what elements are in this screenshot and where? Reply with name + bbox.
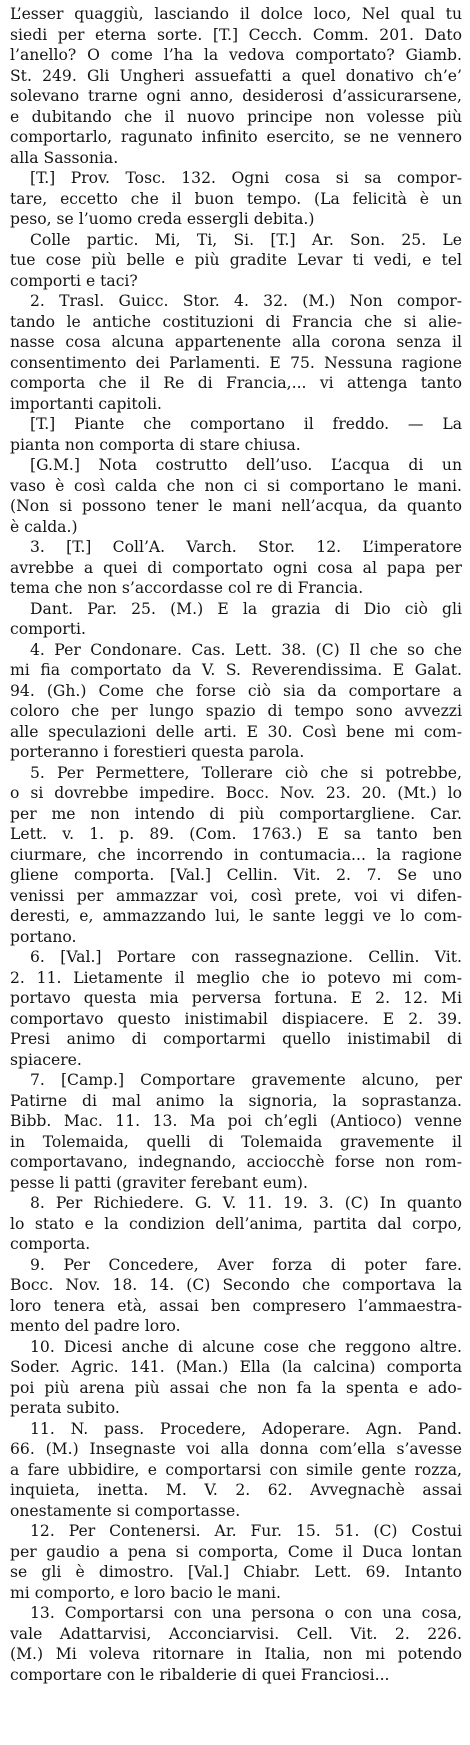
text-line: comportavo questo inistimabil dispiacere. E 2. 39. [10,1009,462,1028]
text-line: 3. [T.] Coll’A. Varch. Stor. 12. L’imperatore [30,538,462,556]
text-line: portavo questa mia perversa fortuna. E 2. 12. Mi [10,989,462,1007]
text-line: Colle partic. Mi, Ti, Si. [T.] Ar. Son. 25. Le [30,230,462,249]
text-line: deresti, e, ammazzando lui, le sante leggi ve lo com- [10,907,462,925]
text-line: siedi per eterna sorte. [T.] Cecch. Comm. 201. Dato [10,25,462,44]
text-line: peso, se l’uomo creda essergli debita.) [10,210,315,228]
text-line: portano. [10,927,77,946]
text-line: [G.M.] Nota costrutto dell’uso. L’acqua di un [30,456,462,474]
text-line: lo stato e la condizion dell’anima, partita dal corpo, [10,1214,462,1233]
text-line: in Tolemaida, quelli di Tolemaida gravemente il [10,1132,462,1151]
text-line: vaso è così calda che non ci si comportano le mani. [10,476,462,495]
text-line: 6. [Val.] Portare con rassegnazione. Cellin. Vit. [30,948,462,966]
text-line: comportare con le ribalderie di quei Franciosi... [10,1665,390,1684]
text-line: alla Sassonia. [10,148,119,167]
text-line: solevano trarne ogni anno, desiderosi d’assicurarsene, [10,87,462,105]
text-line: 66. (M.) Insegnaste voi alla donna com’ella s’avesse [10,1440,462,1458]
text-line: mi comporto, e loro bacio le mani. [10,1583,281,1602]
text-line: Lett. v. 1. p. 89. (Com. 1763.) E sa tanto ben [10,825,462,843]
text-line: tue cose più belle e più gradite Levar ti vedi, e tel [10,251,462,269]
text-line: importanti capitoli. [10,394,163,413]
text-line: pianta non comporta di stare chiusa. [10,435,301,454]
text-line: comportavano, indegnando, acciocchè forse non rom- [10,1153,462,1171]
text-line: è calda.) [10,517,78,536]
text-line: comporti. [10,620,86,638]
text-line: poi più arena più assai che non fa la spenta e ado- [10,1378,462,1397]
text-line: (M.) Mi voleva ritornare in Italia, non mi potendo [10,1645,462,1663]
text-line: 13. Comportarsi con una persona o con una cosa, [30,1604,462,1622]
text-line: (Non si possono tener le mani nell’acqua, da quanto [10,497,462,515]
text-line: 94. (Gh.) Come che forse ciò sia da comportare a [10,681,462,700]
text-line: 9. Per Concedere, Aver forza di poter fare. [30,1255,462,1274]
text-line: consentimento dei Parlamenti. E 75. Nessuna ragione [10,353,462,372]
text-line: comporti e taci? [10,271,138,290]
text-line: o si dovrebbe impedire. Bocc. Nov. 23. 20. (Mt.) lo [10,784,462,802]
text-line: se gli è dimostro. [Val.] Chiabr. Lett. 69. Intanto [10,1563,462,1581]
text-line: tema che non s’accordasse col re di Francia. [10,579,364,597]
text-line: inquieta, inetta. M. V. 2. 62. Avvegnachè assai [10,1481,462,1499]
text-line: 2. Trasl. Guicc. Stor. 4. 32. (M.) Non compor- [30,292,462,310]
text-line: avrebbe a quei di comportato ogni cosa al papa per [10,558,462,577]
text-line: spiacere. [10,1050,82,1069]
text-line: 7. [Camp.] Comportare gravemente alcuno, per [30,1071,462,1089]
text-line: Patirne di mal animo la signoria, la soprastanza. [10,1091,462,1110]
text-line: comporta. [10,1235,91,1253]
text-line: a fare ubbidire, e comportarsi con simile gente rozza, [10,1460,462,1479]
text-line: gliene comporta. [Val.] Cellin. Vit. 2. 7. Se uno [10,866,462,884]
text-line: venissi per ammazzar voi, così prete, voi vi difen- [10,886,462,905]
text-line: per gaudio a pena si comporta, Come il Duca lontan [10,1542,462,1561]
text-line: pesse li patti (graviter ferebant eum). [10,1173,308,1192]
text-line: comporta che il Re di Francia,... vi attenga tanto [10,374,462,392]
text-line: ciurmare, che incorrendo in contumacia... la ragione [10,845,462,864]
text-line: Dant. Par. 25. (M.) E la grazia di Dio ciò gli [30,599,462,618]
text-line: Presi animo di comportarmi quello inistimabil di [10,1030,462,1048]
text-line: e dubitando che il nuovo principe non volesse più [10,107,462,126]
text-line: comportarlo, ragunato infinito esercito, se ne vennero [10,128,462,146]
text-line: tando le antiche costituzioni di Francia che si alie- [10,312,462,331]
text-line: 10. Dicesi anche di alcune cose che reggono altre. [30,1337,462,1356]
text-line: mento del padre loro. [10,1317,181,1335]
text-line: alle speculazioni delle arti. E 30. Così bene mi com- [10,722,462,741]
text-line: onestamente si comportasse. [10,1501,241,1520]
text-line: 4. Per Condonare. Cas. Lett. 38. (C) Il che so che [30,640,462,659]
text-line: vale Adattarvisi, Acconciarvisi. Cell. Vit. 2. 226. [10,1624,462,1643]
text-line: 8. Per Richiedere. G. V. 11. 19. 3. (C) In quanto [30,1194,462,1212]
text-line: nasse cosa alcuna appartenente alla corona senza il [10,333,462,351]
text-line: 11. N. pass. Procedere, Adoperare. Agn. Pand. [30,1419,462,1438]
text-line: Soder. Agric. 141. (Man.) Ella (la calcina) comporta [10,1358,462,1376]
text-line: tare, eccetto che il buon tempo. (La felicità è un [10,189,462,208]
text-line: mi fia comportato da V. S. Reverendissima. E Galat. [10,661,462,679]
text-line: Bibb. Mac. 11. 13. Ma poi ch’egli (Antioco) venne [10,1112,462,1130]
text-line: loro tenera età, assai ben compresero l’ammaestra- [10,1296,462,1315]
text-line: coloro che per lungo spazio di tempo sono avvezzi [10,702,462,720]
text-line: perata subito. [10,1399,120,1417]
text-line: per me non intendo di più comportargliene. Car. [10,804,462,823]
text-line: Bocc. Nov. 18. 14. (C) Secondo che comportava la [10,1276,462,1294]
text-line: L’esser quaggiù, lasciando il dolce loco, Nel qual tu [10,5,462,23]
text-line: St. 249. Gli Ungheri assuefatti a quel donativo ch’e’ [10,66,462,85]
text-line: 12. Per Contenersi. Ar. Fur. 15. 51. (C) Costui [30,1522,462,1540]
text-line: 5. Per Permettere, Tollerare ciò che si potrebbe, [30,763,462,782]
text-line: [T.] Piante che comportano il freddo. — La [30,415,462,433]
text-line: [T.] Prov. Tosc. 132. Ogni cosa si sa compor- [30,169,462,187]
text-line: l’anello? O come l’ha la vedova comportato? Giamb. [10,46,462,64]
text-line: porteranno i forestieri questa parola. [10,743,305,761]
text-line: 2. 11. Lietamente il meglio che io potevo mi com- [10,968,462,987]
